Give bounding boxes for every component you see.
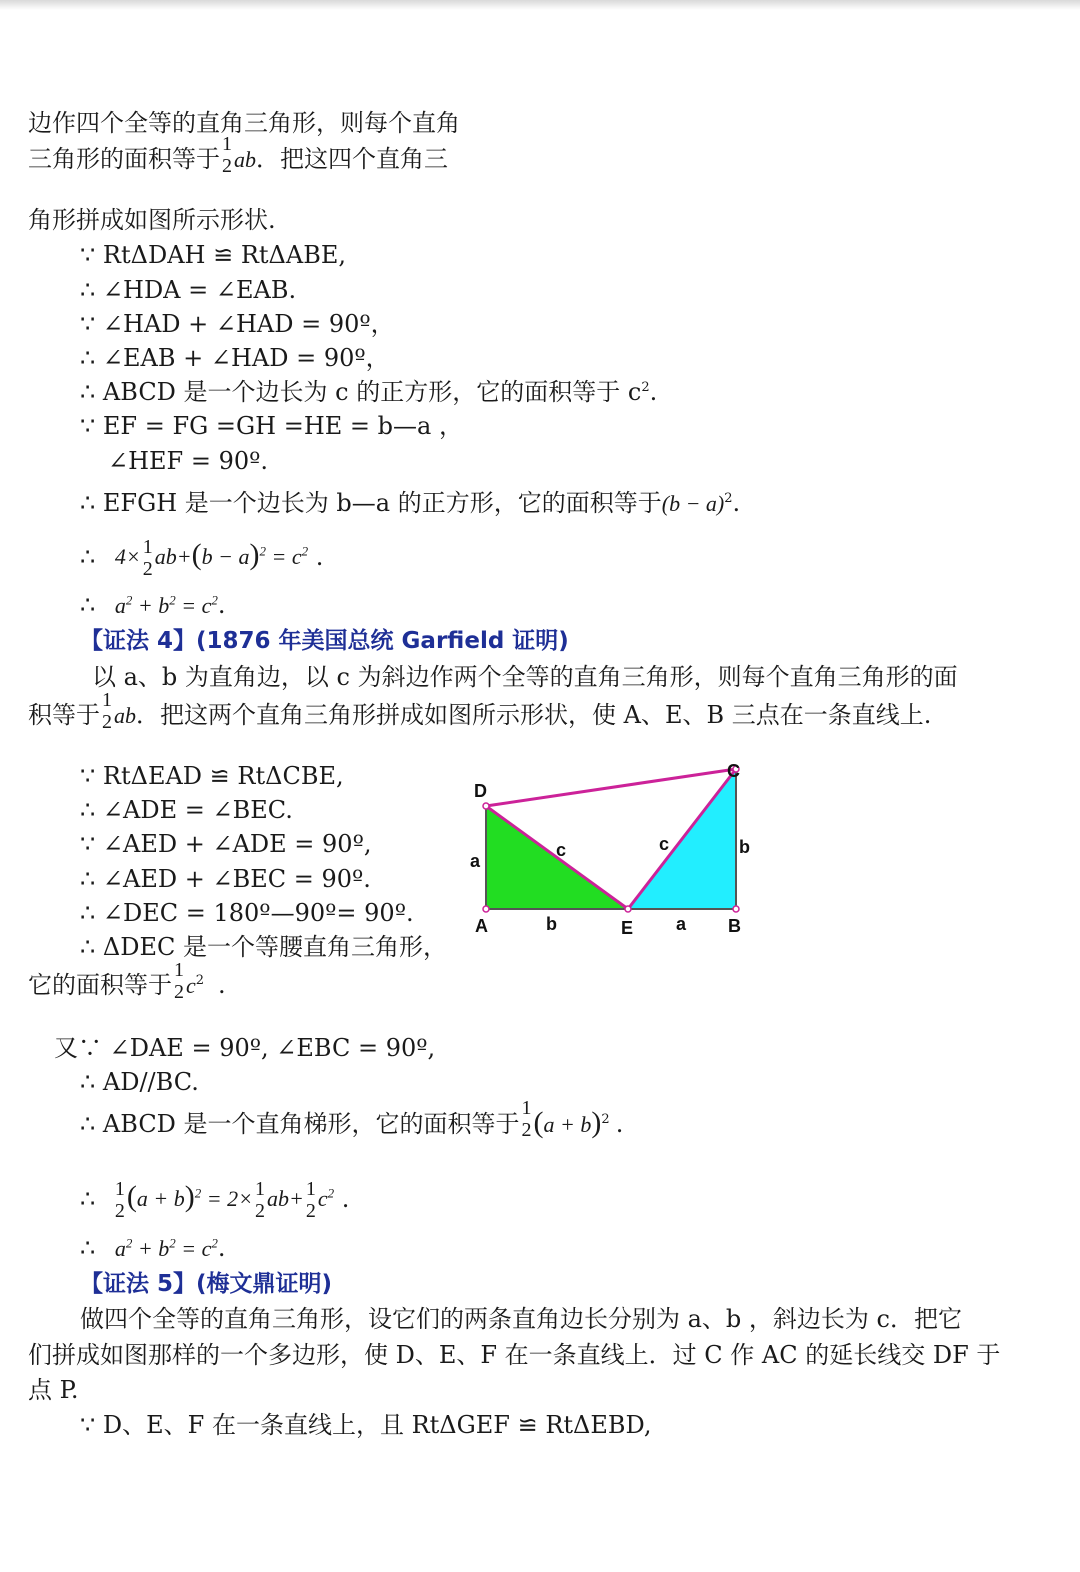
label-side-a-bottom: a xyxy=(676,914,687,934)
equation-line: ∴ 1 2 $(a + b)^2 = 2\times$ 1 2 ab+ 1 2 $c^2$ . xyxy=(80,1177,350,1222)
section-heading-proof-4: 【证法 4】(1876 年美国总统 Garfield 证明) xyxy=(80,628,569,654)
proof-line: ∵ ∠AED + ∠ADE = 90º, xyxy=(80,830,372,858)
point-e xyxy=(625,906,631,912)
label-side-c-left: c xyxy=(556,840,567,860)
label-side-c-right: c xyxy=(659,834,670,854)
text-line: 角形拼成如图所示形状. xyxy=(28,206,276,234)
text-line-with-fraction: 三角形的面积等于 1 2 ab．把这四个直角三 xyxy=(28,132,448,177)
equation-line: ∴ $a^2 + b^2 = c^2$. xyxy=(80,1234,226,1262)
proof-line: ∴ ∠DEC = 180º—90º= 90º. xyxy=(80,899,414,927)
proof-line: ∠HEF = 90º. xyxy=(108,447,269,475)
fraction: 1 2 xyxy=(142,535,153,580)
proof-line: ∴ ∠EAB + ∠HAD = 90º， xyxy=(80,344,390,372)
fraction: 1 2 xyxy=(174,958,184,1003)
label-e: E xyxy=(621,918,634,938)
proof-line: ∴ ABCD 是一个直角梯形，它的面积等于 1 2 $(a + b)^2$ . xyxy=(80,1096,624,1141)
section-heading-proof-5: 【证法 5】(梅文鼎证明) xyxy=(80,1271,333,1297)
fraction: 1 2 xyxy=(255,1177,265,1222)
fraction: 1 2 xyxy=(521,1096,532,1141)
point-a xyxy=(483,906,489,912)
proof-line: ∴ ABCD 是一个边长为 c 的正方形，它的面积等于 $c^2$. xyxy=(80,378,658,406)
proof-line: ∴ ∠HDA = ∠EAB. xyxy=(80,276,297,304)
label-d: D xyxy=(474,781,487,801)
text-line: 点 P. xyxy=(28,1376,79,1404)
equation-line: ∴ 4× 1 2 $ab+(b - a)^2 = c^2$ . xyxy=(80,535,324,580)
top-shadow xyxy=(0,0,1080,10)
proof-line: ∴ ∠ADE = ∠BEC. xyxy=(80,796,293,824)
label-c: C xyxy=(727,764,740,781)
proof-line: 又∵ ∠DAE = 90º, ∠EBC = 90º, xyxy=(54,1034,436,1062)
text-line: 边作四个全等的直角三角形，则每个直角 xyxy=(28,109,460,137)
label-side-b-right: b xyxy=(739,837,750,857)
text-line-with-fraction: 积等于 1 2 ab．把这两个直角三角形拼成如图所示形状，使 A、E、B 三点在一条直线上. xyxy=(28,688,932,733)
segment-dc xyxy=(486,769,736,806)
fraction: 1 2 xyxy=(114,1177,125,1222)
label-a-vertex: A xyxy=(475,916,488,936)
proof-line: ∵ EF = FG =GH =HE = b—a ， xyxy=(80,412,463,440)
proof-line: ∴ EFGH 是一个边长为 b—a 的正方形，它的面积等于$(b - a)^2$. xyxy=(80,489,741,517)
trapezoid-diagram xyxy=(466,764,766,940)
proof-line: ∵ ∠HAD + ∠HAD = 90º， xyxy=(80,310,395,338)
point-b xyxy=(733,906,739,912)
text-line: 们拼成如图那样的一个多边形，使 D、E、F 在一条直线上．过 C 作 AC 的延长线交 DF 于 xyxy=(28,1341,1001,1369)
proof-line: ∴ ∠AED + ∠BEC = 90º. xyxy=(80,865,371,893)
fraction: 1 2 xyxy=(102,688,112,733)
label-side-a-left: a xyxy=(470,851,481,871)
point-d xyxy=(483,803,489,809)
equation-line: ∴ $a^2 + b^2 = c^2$. xyxy=(80,591,226,619)
proof-line: ∵ D、E、F 在一条直线上，且 RtΔGEF ≌ RtΔEBD, xyxy=(80,1411,652,1439)
text-line-with-fraction: 它的面积等于 1 2 $c^2$ . xyxy=(28,958,226,1003)
label-b-vertex: B xyxy=(728,916,741,936)
proof-line: ∴ AD//BC. xyxy=(80,1068,199,1096)
text-line: 做四个全等的直角三角形，设它们的两条直角边长分别为 a、b ，斜边长为 c．把它 xyxy=(80,1305,962,1333)
text-line: 以 a、b 为直角边，以 c 为斜边作两个全等的直角三角形，则每个直角三角形的面 xyxy=(92,663,958,691)
label-side-b-bottom: b xyxy=(546,914,557,934)
proof-line: ∵ RtΔDAH ≌ RtΔABE, xyxy=(80,241,346,269)
proof-line: ∵ RtΔEAD ≌ RtΔCBE, xyxy=(80,762,344,790)
fraction: 1 2 xyxy=(305,1177,316,1222)
proof-line: ∴ ΔDEC 是一个等腰直角三角形， xyxy=(80,933,447,961)
fraction: 1 2 xyxy=(222,132,232,177)
